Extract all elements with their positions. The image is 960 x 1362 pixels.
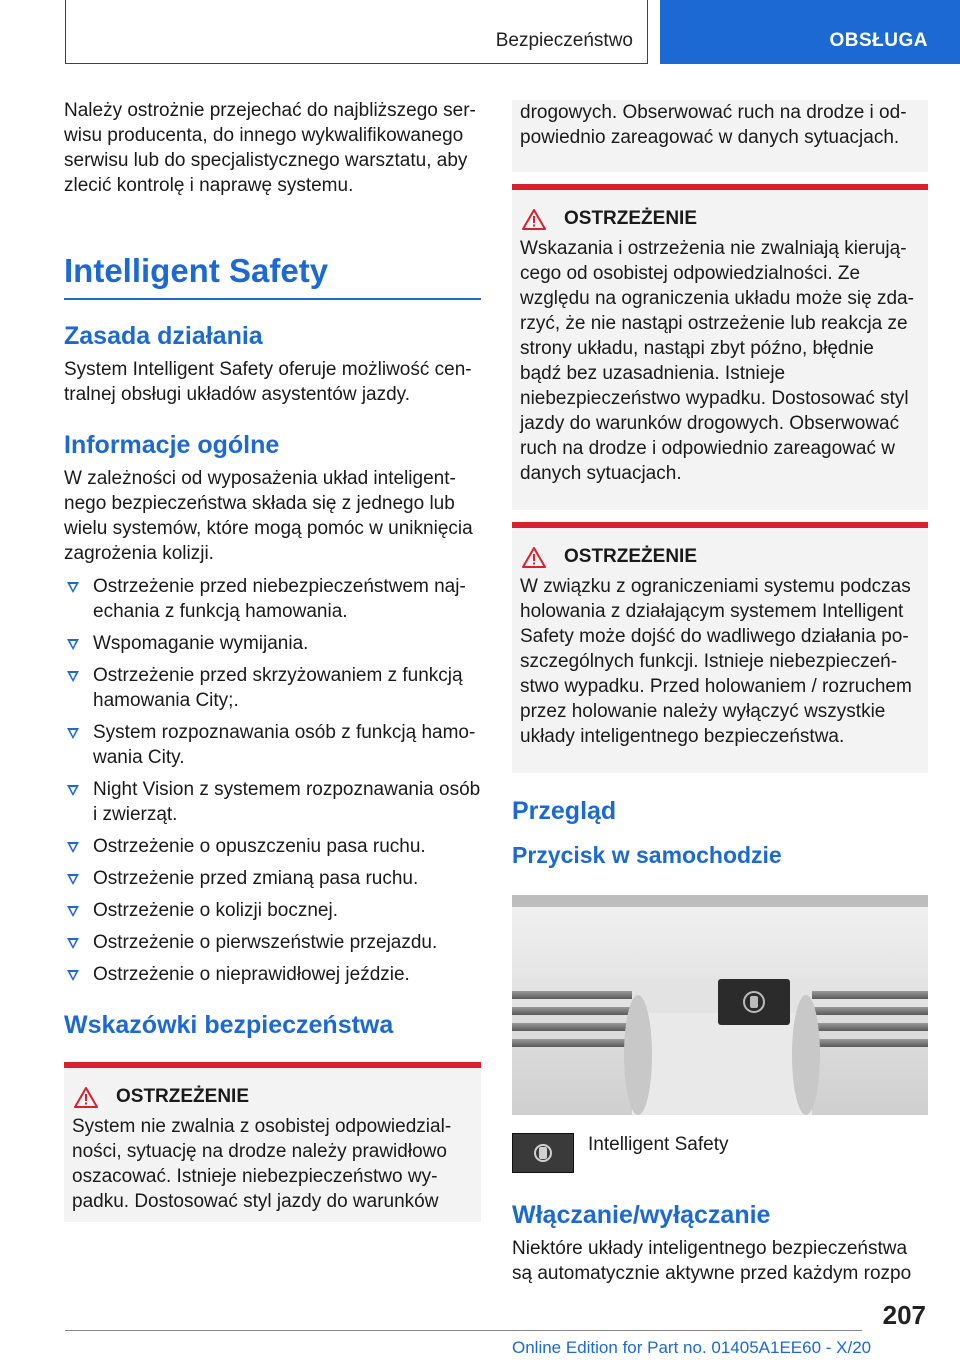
- list-item: Ostrzeżenie o pierwszeństwie przejazdu.: [64, 930, 481, 955]
- warning-title: OSTRZEŻENIE: [520, 208, 920, 230]
- warning-text: System nie zwalnia z osobistej odpowiedzialności, sytuację na drodze należy prawidłowo oszacować. Istnieje niebezpieczeństwo wypadku. Dostosować styl jazdy do warunków: [72, 1116, 452, 1212]
- header-section-box: [65, 0, 648, 64]
- warning-triangle-icon: [522, 547, 546, 568]
- warning-title: OSTRZEŻENIE: [72, 1086, 473, 1108]
- safety-heading: Wskazówki bezpieczeństwa: [64, 1011, 394, 1039]
- warning-triangle-icon: [74, 1087, 98, 1108]
- button-heading: Przycisk w samochodzie: [512, 842, 782, 868]
- warning-text: Wskazania i ostrzeżenia nie zwalniają kierującego od osobistej odpowiedzialności. Ze względu na ograniczenia układu może się zdarzyć, że nie nastąpi ostrzeżenie lub reakcja ze strony układu, nastąpi zbyt późno, błędnie bądź bez uzasadnienia. Istnieje niebezpieczeństwo wypadku. Dostosować styl jazdy do warunków drogowych. Obserwować ruch na drodze i odpowiednio zareagować w danych sytuacjach.: [520, 238, 914, 484]
- info-paragraph: W zależności od wyposażenia układ inteligentnego bezpieczeństwa składa się z jednego lub wielu systemów, które mogą pomóc w uniknięcia zagrożenia kolizji.: [64, 468, 473, 564]
- warning-continuation-box: [512, 100, 928, 172]
- legend-label: Intelligent Safety: [588, 1134, 729, 1155]
- list-item: Ostrzeżenie przed niebezpieczeństwem najechania z funkcją hamowania.: [64, 574, 481, 624]
- warning-box: [512, 522, 928, 773]
- footer-edition: Online Edition for Part no. 01405A1EE60 - X/20: [512, 1338, 872, 1357]
- bullet-triangle-icon: [67, 970, 79, 981]
- list-item: Ostrzeżenie przed zmianą pasa ruchu.: [64, 866, 481, 891]
- list-item: Night Vision z systemem rozpoznawania osób i zwierząt.: [64, 777, 481, 827]
- list-item: Ostrzeżenie o kolizji bocznej.: [64, 898, 481, 923]
- warning-text: W związku z ograniczeniami systemu podczas holowania z działającym systemem Intelligent Safety może dojść do wadliwego działania poszczególnych funkcji. Istnieje niebezpieczeństwo wypadku. Przed holowaniem / rozruchem przez holowanie należy wyłączyć wszystkie układy inteligentnego bezpieczeństwa.: [520, 576, 912, 747]
- warning-triangle-icon: [522, 209, 546, 230]
- right-column: [512, 102, 928, 1286]
- bullet-triangle-icon: [67, 639, 79, 650]
- systems-list: [64, 574, 481, 987]
- warning-continuation-text: drogowych. Obserwować ruch na drodze i odpowiednio zareagować w danych sytuacjach.: [520, 102, 907, 148]
- button-legend: [512, 1133, 928, 1173]
- header-chapter-label: OBSŁUGA: [829, 30, 928, 51]
- toggle-heading: Włączanie/wyłączanie: [512, 1201, 771, 1229]
- zasada-heading: Zasada działania: [64, 322, 263, 350]
- car-button-photo: [512, 895, 928, 1115]
- page-title: Intelligent Safety: [64, 252, 481, 300]
- header-section-title: Bezpieczeństwo: [495, 30, 633, 51]
- page-number: 207: [882, 1300, 926, 1330]
- bullet-triangle-icon: [67, 842, 79, 853]
- toggle-paragraph: Niektóre układy inteligentnego bezpieczeństwa są automatycznie aktywne przed każdym rozpo: [512, 1238, 912, 1284]
- bullet-triangle-icon: [67, 785, 79, 796]
- list-item: Ostrzeżenie przed skrzyżowaniem z funkcją hamowania City;.: [64, 663, 481, 713]
- bullet-triangle-icon: [67, 728, 79, 739]
- overview-heading: Przegląd: [512, 797, 617, 825]
- bullet-triangle-icon: [67, 582, 79, 593]
- list-item: Ostrzeżenie o nieprawidłowej jeździe.: [64, 962, 481, 987]
- warning-title: OSTRZEŻENIE: [520, 546, 920, 568]
- header-chapter-tab: [660, 0, 960, 64]
- intelligent-safety-button-icon: [512, 1133, 574, 1173]
- list-item: System rozpoznawania osób z funkcją hamowania City.: [64, 720, 481, 770]
- info-heading: Informacje ogólne: [64, 431, 280, 459]
- left-column: [64, 98, 481, 1222]
- dashboard-photo-illustration: [512, 895, 928, 1115]
- bullet-triangle-icon: [67, 938, 79, 949]
- warning-box: [512, 184, 928, 510]
- warning-box: [64, 1062, 481, 1222]
- footer-divider: [65, 1330, 862, 1331]
- bullet-triangle-icon: [67, 874, 79, 885]
- intro-paragraph: Należy ostrożnie przejechać do najbliższego serwisu producenta, do innego wykwalifikowanego serwisu lub do specjalistycznego warsztatu, aby zlecić kontrolę i naprawę systemu.: [64, 100, 476, 196]
- list-item: Ostrzeżenie o opuszczeniu pasa ruchu.: [64, 834, 481, 859]
- bullet-triangle-icon: [67, 671, 79, 682]
- zasada-paragraph: System Intelligent Safety oferuje możliwość centralnej obsługi układów asystentów jazdy.: [64, 359, 472, 405]
- list-item: Wspomaganie wymijania.: [64, 631, 481, 656]
- bullet-triangle-icon: [67, 906, 79, 917]
